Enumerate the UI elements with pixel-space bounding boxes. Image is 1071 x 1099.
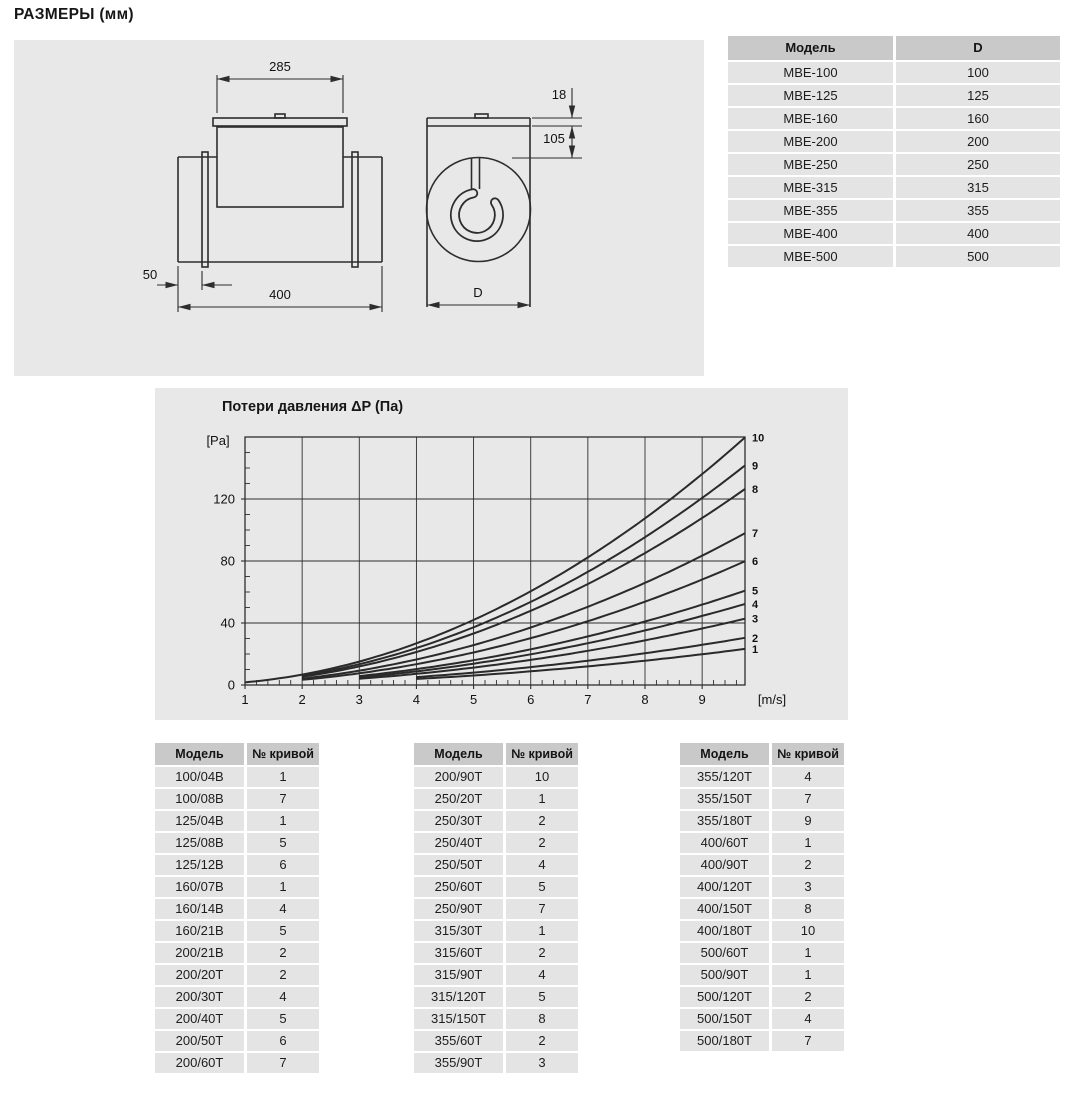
table-row bbox=[155, 899, 319, 919]
table-cell: 400 bbox=[896, 223, 1060, 244]
table-cell: MBE-160 bbox=[728, 108, 893, 129]
table-cell: 4 bbox=[506, 965, 578, 985]
table-row bbox=[414, 899, 578, 919]
table-cell: 1 bbox=[247, 877, 319, 897]
table-cell: 2 bbox=[506, 943, 578, 963]
curve-number-label: 3 bbox=[752, 613, 759, 626]
table-cell: 400/120Т bbox=[680, 877, 769, 897]
pressure-loss-chart bbox=[155, 388, 848, 720]
curve-table-3 bbox=[680, 743, 844, 1053]
pressure-curve-9 bbox=[302, 466, 745, 676]
dim-285-label: 285 bbox=[269, 59, 291, 74]
table-cell: 355/60Т bbox=[414, 1031, 503, 1051]
table-row bbox=[414, 833, 578, 853]
table-cell: 500/60Т bbox=[680, 943, 769, 963]
table-header-row bbox=[414, 743, 578, 765]
curve-number-label: 7 bbox=[752, 528, 759, 541]
table-cell: 5 bbox=[506, 987, 578, 1007]
y-tick-label: 40 bbox=[220, 615, 235, 631]
curve-number-label: 2 bbox=[752, 632, 759, 645]
table-row bbox=[680, 877, 844, 897]
element-stem bbox=[472, 158, 480, 189]
table-cell: 500/180Т bbox=[680, 1031, 769, 1051]
table-cell: 1 bbox=[772, 833, 844, 853]
table-row bbox=[680, 833, 844, 853]
table-row bbox=[680, 855, 844, 875]
table-row bbox=[155, 965, 319, 985]
table-cell: MBE-125 bbox=[728, 85, 893, 106]
duct-circle bbox=[427, 158, 531, 262]
table-cell: MBE-200 bbox=[728, 131, 893, 152]
table-cell: 5 bbox=[247, 833, 319, 853]
left-flange bbox=[202, 152, 208, 267]
table-cell: 400/60Т bbox=[680, 833, 769, 853]
table-row bbox=[680, 767, 844, 787]
table-cell: 4 bbox=[506, 855, 578, 875]
table-cell: MBE-500 bbox=[728, 246, 893, 267]
curve-number-label: 8 bbox=[752, 484, 759, 497]
x-tick-label: 8 bbox=[641, 692, 649, 707]
table-cell: 3 bbox=[506, 1053, 578, 1073]
table-row bbox=[414, 987, 578, 1007]
side-view-outline bbox=[178, 114, 382, 267]
terminal-box-lid bbox=[213, 118, 347, 126]
table-cell: 5 bbox=[506, 877, 578, 897]
table-row bbox=[155, 1053, 319, 1073]
table-cell: 250/60Т bbox=[414, 877, 503, 897]
table-cell: 500/90Т bbox=[680, 965, 769, 985]
x-tick-label: 6 bbox=[527, 692, 535, 707]
right-flange bbox=[352, 152, 358, 267]
table-header-row bbox=[155, 743, 319, 765]
table-cell: MBE-355 bbox=[728, 200, 893, 221]
y-tick-label: 80 bbox=[220, 553, 235, 569]
table-row bbox=[414, 1009, 578, 1029]
table-cell: 500/150Т bbox=[680, 1009, 769, 1029]
table-cell: 2 bbox=[247, 965, 319, 985]
column-header-curve-number: № кривой bbox=[506, 743, 578, 765]
x-tick-label: 3 bbox=[355, 692, 363, 707]
y-tick-label: 0 bbox=[227, 677, 235, 693]
table-cell: 7 bbox=[772, 1031, 844, 1051]
table-row bbox=[155, 921, 319, 941]
table-cell: 7 bbox=[247, 1053, 319, 1073]
table-row bbox=[155, 833, 319, 853]
table-cell: MBE-400 bbox=[728, 223, 893, 244]
table-row bbox=[680, 899, 844, 919]
heating-element bbox=[455, 158, 499, 237]
table-cell: 400/90Т bbox=[680, 855, 769, 875]
table-cell: 160/14В bbox=[155, 899, 244, 919]
table-cell: 400/180Т bbox=[680, 921, 769, 941]
column-header-diameter: D bbox=[896, 36, 1060, 60]
table-cell: 160/21В bbox=[155, 921, 244, 941]
front-view-outline bbox=[427, 114, 531, 307]
table-cell: 5 bbox=[247, 1009, 319, 1029]
table-cell: 250 bbox=[896, 154, 1060, 175]
table-cell: 125/12В bbox=[155, 855, 244, 875]
terminal-box bbox=[217, 127, 343, 207]
table-cell: 355/150Т bbox=[680, 789, 769, 809]
curve-number-label: 4 bbox=[752, 598, 759, 611]
table-cell: 200/90Т bbox=[414, 767, 503, 787]
model-diameter-table bbox=[728, 36, 1060, 269]
table-row bbox=[155, 877, 319, 897]
table-cell: 355 bbox=[896, 200, 1060, 221]
table-row bbox=[728, 177, 1060, 198]
dim-285-extensions bbox=[217, 75, 343, 113]
dimensions-drawing-panel bbox=[14, 40, 704, 376]
table-cell: 200/50Т bbox=[155, 1031, 244, 1051]
table-row bbox=[728, 154, 1060, 175]
table-cell: 6 bbox=[247, 855, 319, 875]
table-row bbox=[728, 223, 1060, 244]
table-row bbox=[680, 987, 844, 1007]
table-row bbox=[155, 1009, 319, 1029]
table-cell: 100 bbox=[896, 62, 1060, 83]
table-row bbox=[680, 1009, 844, 1029]
table-cell: 500/120Т bbox=[680, 987, 769, 1007]
table-cell: 250/30Т bbox=[414, 811, 503, 831]
lid-handle bbox=[275, 114, 285, 118]
table-cell: 4 bbox=[247, 899, 319, 919]
table-row bbox=[728, 85, 1060, 106]
table-cell: 4 bbox=[772, 1009, 844, 1029]
table-cell: 100/08В bbox=[155, 789, 244, 809]
table-cell: 160/07В bbox=[155, 877, 244, 897]
table-cell: MBE-315 bbox=[728, 177, 893, 198]
table-row bbox=[414, 789, 578, 809]
table-cell: 200/60Т bbox=[155, 1053, 244, 1073]
table-cell: 355/90Т bbox=[414, 1053, 503, 1073]
duct-heater-dimension-drawing bbox=[14, 40, 704, 376]
curve-number-label: 9 bbox=[752, 460, 759, 473]
column-header-model: Модель bbox=[728, 36, 893, 60]
table-cell: 200/40Т bbox=[155, 1009, 244, 1029]
column-header-model: Модель bbox=[155, 743, 244, 765]
table-cell: 315/30Т bbox=[414, 921, 503, 941]
table-row bbox=[414, 1053, 578, 1073]
table-cell: 6 bbox=[247, 1031, 319, 1051]
table-cell: 7 bbox=[772, 789, 844, 809]
table-cell: 1 bbox=[772, 943, 844, 963]
x-tick-label: 2 bbox=[298, 692, 306, 707]
table-cell: 3 bbox=[772, 877, 844, 897]
table-cell: 8 bbox=[772, 899, 844, 919]
table-cell: 200/21В bbox=[155, 943, 244, 963]
table-row bbox=[155, 987, 319, 1007]
table-cell: 400/150Т bbox=[680, 899, 769, 919]
table-cell: 10 bbox=[506, 767, 578, 787]
table-row bbox=[414, 965, 578, 985]
table-cell: 7 bbox=[247, 789, 319, 809]
pressure-curve-10 bbox=[245, 438, 745, 683]
table-cell: 315/120Т bbox=[414, 987, 503, 1007]
front-sides bbox=[427, 118, 530, 307]
table-cell: 355/180Т bbox=[680, 811, 769, 831]
table-cell: 4 bbox=[772, 767, 844, 787]
table-cell: 315 bbox=[896, 177, 1060, 198]
table-row bbox=[155, 767, 319, 787]
table-cell: 160 bbox=[896, 108, 1060, 129]
table-cell: 8 bbox=[506, 1009, 578, 1029]
table-header-row bbox=[728, 36, 1060, 60]
dim-400-label: 400 bbox=[269, 287, 291, 302]
table-cell: 10 bbox=[772, 921, 844, 941]
table-cell: 2 bbox=[506, 833, 578, 853]
x-tick-label: 9 bbox=[698, 692, 706, 707]
table-cell: 315/90Т bbox=[414, 965, 503, 985]
front-lid-handle bbox=[475, 114, 488, 118]
table-row bbox=[680, 921, 844, 941]
column-header-curve-number: № кривой bbox=[772, 743, 844, 765]
table-cell: 5 bbox=[247, 921, 319, 941]
chart-title: Потери давления ΔP (Па) bbox=[222, 399, 404, 415]
table-cell: 2 bbox=[772, 855, 844, 875]
table-row bbox=[680, 965, 844, 985]
curve-number-label: 6 bbox=[752, 556, 759, 569]
x-tick-label: 7 bbox=[584, 692, 592, 707]
table-row bbox=[414, 943, 578, 963]
table-cell: 1 bbox=[506, 789, 578, 809]
x-axis-unit-label: [m/s] bbox=[757, 692, 787, 707]
table-cell: 315/150Т bbox=[414, 1009, 503, 1029]
table-cell: 250/90Т bbox=[414, 899, 503, 919]
table-cell: 250/40Т bbox=[414, 833, 503, 853]
table-row bbox=[680, 811, 844, 831]
dim-105-label: 105 bbox=[543, 131, 565, 146]
column-header-curve-number: № кривой bbox=[247, 743, 319, 765]
dim-50-label: 50 bbox=[142, 267, 158, 282]
table-cell: MBE-100 bbox=[728, 62, 893, 83]
table-row bbox=[728, 108, 1060, 129]
table-cell: 2 bbox=[506, 811, 578, 831]
table-cell: 500 bbox=[896, 246, 1060, 267]
curve-number-label: 5 bbox=[752, 585, 759, 598]
pressure-loss-chart-panel bbox=[155, 388, 848, 720]
table-cell: 125 bbox=[896, 85, 1060, 106]
curve-table-1 bbox=[155, 743, 319, 1075]
table-cell: 1 bbox=[247, 767, 319, 787]
x-tick-label: 5 bbox=[469, 692, 478, 707]
table-cell: 2 bbox=[506, 1031, 578, 1051]
dim-D-label: D bbox=[473, 285, 483, 300]
table-cell: 200/20Т bbox=[155, 965, 244, 985]
table-row bbox=[680, 789, 844, 809]
column-header-model: Модель bbox=[414, 743, 503, 765]
table-cell: 4 bbox=[247, 987, 319, 1007]
table-row bbox=[414, 811, 578, 831]
table-cell: 200/30Т bbox=[155, 987, 244, 1007]
table-cell: 355/120Т bbox=[680, 767, 769, 787]
curve-number-label: 1 bbox=[752, 643, 759, 656]
x-tick-label: 4 bbox=[412, 692, 421, 707]
table-cell: 125/04В bbox=[155, 811, 244, 831]
table-row bbox=[728, 131, 1060, 152]
table-cell: 200 bbox=[896, 131, 1060, 152]
table-row bbox=[414, 767, 578, 787]
table-header-row bbox=[680, 743, 844, 765]
table-row bbox=[728, 62, 1060, 83]
table-cell: 1 bbox=[247, 811, 319, 831]
table-row bbox=[728, 246, 1060, 267]
table-row bbox=[414, 855, 578, 875]
table-row bbox=[728, 200, 1060, 221]
table-row bbox=[414, 921, 578, 941]
table-cell: 250/50Т bbox=[414, 855, 503, 875]
table-cell: 9 bbox=[772, 811, 844, 831]
table-cell: 315/60Т bbox=[414, 943, 503, 963]
table-row bbox=[680, 1031, 844, 1051]
x-tick-label: 1 bbox=[241, 692, 249, 707]
table-cell: 7 bbox=[506, 899, 578, 919]
dim-18-label: 18 bbox=[551, 87, 567, 102]
column-header-model: Модель bbox=[680, 743, 769, 765]
table-row bbox=[414, 877, 578, 897]
table-cell: 2 bbox=[247, 943, 319, 963]
table-cell: 2 bbox=[772, 987, 844, 1007]
pressure-curve-4 bbox=[359, 604, 745, 677]
table-cell: 1 bbox=[506, 921, 578, 941]
table-cell: 1 bbox=[772, 965, 844, 985]
curve-number-label: 10 bbox=[752, 432, 765, 445]
table-row bbox=[155, 855, 319, 875]
y-axis-unit-label: [Pa] bbox=[206, 433, 230, 448]
y-tick-label: 120 bbox=[213, 491, 235, 507]
page-title: РАЗМЕРЫ (мм) bbox=[14, 6, 134, 23]
table-row bbox=[155, 943, 319, 963]
table-row bbox=[155, 789, 319, 809]
table-cell: 250/20Т bbox=[414, 789, 503, 809]
curve-table-2 bbox=[414, 743, 578, 1075]
table-cell: 100/04В bbox=[155, 767, 244, 787]
table-row bbox=[414, 1031, 578, 1051]
table-row bbox=[155, 811, 319, 831]
table-cell: MBE-250 bbox=[728, 154, 893, 175]
table-row bbox=[680, 943, 844, 963]
table-cell: 125/08В bbox=[155, 833, 244, 853]
table-row bbox=[155, 1031, 319, 1051]
